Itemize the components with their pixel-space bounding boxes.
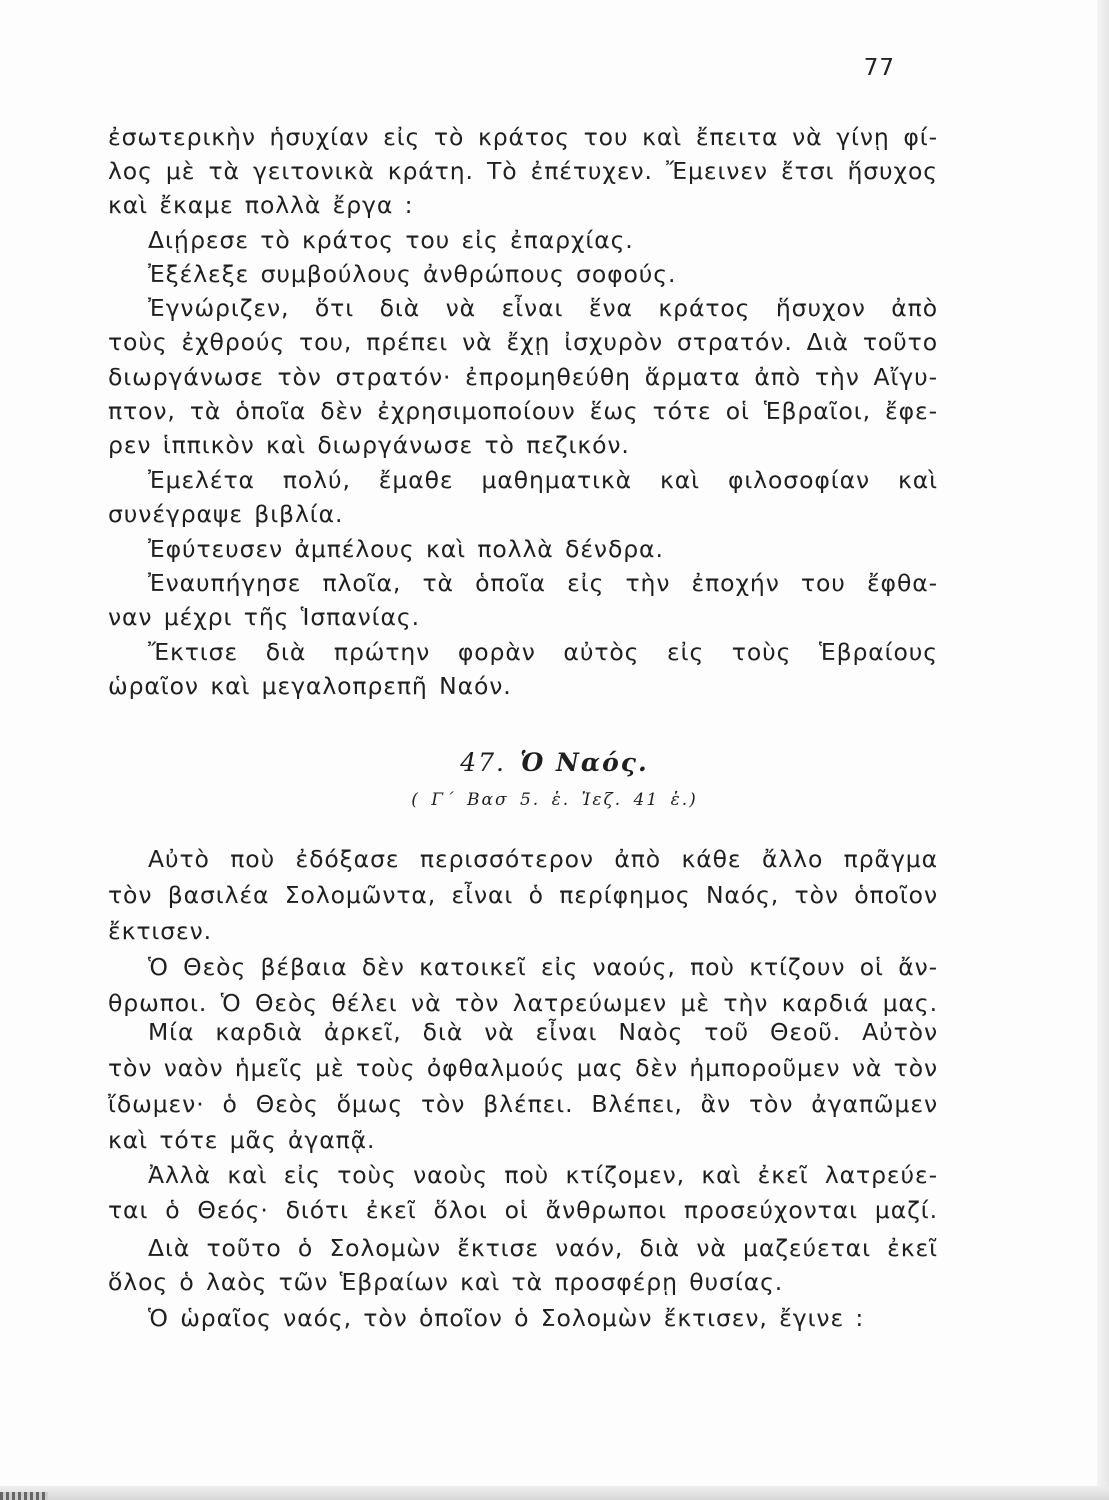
page-number: 77 (863, 55, 895, 81)
text-line: Μία καρδιὰ ἀρκεῖ, διὰ νὰ εἶναι Ναὸς τοῦ Θεοῦ. Αὐτὸν (148, 1018, 938, 1046)
text-line: Ὁ ὡραῖος ναός, τὸν ὁποῖον ὁ Σολομὼν ἔκτισεν, ἔγινε : (148, 1304, 865, 1332)
text-line: θρωποι. Ὁ Θεὸς θέλει νὰ τὸν λατρεύωμεν μὲ τὴν καρδιά μας. (108, 989, 938, 1017)
text-line: Ἐξέλεξε συμβούλους ἀνθρώπους σοφούς. (148, 260, 677, 288)
text-line: καὶ τότε μᾶς ἀγαπᾷ. (108, 1126, 376, 1154)
text-line: ἐσωτερικὴν ἡσυχίαν εἰς τὸ κράτος του καὶ ἔπειτα νὰ γίνῃ φί- (108, 123, 938, 151)
text-line: Ἐγνώριζεν, ὅτι διὰ νὰ εἶναι ἕνα κράτος ἥσυχον ἀπὸ (148, 294, 938, 322)
text-line: Ἐφύτευσεν ἀμπέλους καὶ πολλὰ δένδρα. (148, 535, 664, 563)
text-line: λος μὲ τὰ γειτονικὰ κράτη. Τὸ ἐπέτυχεν. Ἔμεινεν ἔτσι ἥσυχος (108, 157, 938, 185)
text-line: ὅλος ὁ λαὸς τῶν Ἑβραίων καὶ τὰ προσφέρῃ θυσίας. (108, 1268, 784, 1296)
text-line: πτον, τὰ ὁποῖα δὲν ἐχρησιμοποίουν ἕως τότε οἱ Ἑβραῖοι, ἔφε- (108, 397, 938, 425)
text-line: Ἐμελέτα πολύ, ἔμαθε μαθηματικὰ καὶ φιλοσοφίαν καὶ (148, 466, 938, 494)
text-line: τοὺς ἐχθρούς του, πρέπει νὰ ἔχῃ ἰσχυρὸν στρατόν. Διὰ τοῦτο (108, 328, 938, 356)
text-line: Ἔκτισε διὰ πρώτην φορὰν αὐτὸς εἰς τοὺς Ἑβραίους (148, 638, 938, 666)
text-line: τὸν βασιλέα Σολομῶντα, εἶναι ὁ περίφημος Ναός, τὸν ὁποῖον (108, 881, 938, 909)
text-line: τὸν ναὸν ἡμεῖς μὲ τοὺς ὀφθαλμούς μας δὲν ἠμποροῦμεν νὰ τὸν (108, 1054, 938, 1082)
page-bottom-edge (0, 1486, 1109, 1500)
text-line: ἴδωμεν· ὁ Θεὸς ὅμως τὸν βλέπει. Βλέπει, ἂν τὸν ἀγαπῶμεν (108, 1090, 938, 1118)
page-edge-shadow (1097, 0, 1109, 1500)
text-line: Διῄρεσε τὸ κράτος του εἰς ἐπαρχίας. (148, 226, 634, 254)
text-line: καὶ ἔκαμε πολλὰ ἔργα : (108, 191, 414, 219)
text-line: ὡραῖον καὶ μεγαλοπρεπῆ Ναόν. (108, 672, 512, 700)
text-line: ἔκτισεν. (108, 917, 213, 945)
text-line: ρεν ἱππικὸν καὶ διωργάνωσε τὸ πεζικόν. (108, 431, 630, 459)
section-title (0, 748, 1109, 777)
text-line: Διὰ τοῦτο ὁ Σολομὼν ἔκτισε ναόν, διὰ νὰ μαζεύεται ἐκεῖ (148, 1234, 938, 1262)
text-line: Αὐτὸ ποὺ ἐδόξασε περισσότερον ἀπὸ κάθε ἄλλο πρᾶγμα (148, 845, 938, 873)
text-line: διωργάνωσε τὸν στρατόν· ἐπρομηθεύθη ἅρματα ἀπὸ τὴν Αἴγυ- (108, 363, 938, 391)
text-line: συνέγραψε βιβλία. (108, 500, 344, 528)
text-line: Ἀλλὰ καὶ εἰς τοὺς ναοὺς ποὺ κτίζομεν, καὶ ἐκεῖ λατρεύε- (148, 1161, 938, 1189)
section-reference: ( Γ΄ Βασ 5. ἑ. Ἰεζ. 41 ἑ.) (411, 790, 698, 810)
text-line: ται ὁ Θεός· διότι ἐκεῖ ὅλοι οἱ ἄνθρωποι προσεύχονται μαζί. (108, 1196, 938, 1224)
scan-edge-mark (0, 1492, 48, 1500)
section-number: 47. (460, 748, 507, 777)
text-line: ναν μέχρι τῆς Ἱσπανίας. (108, 603, 420, 631)
section-name: Ὁ Ναός. (519, 748, 649, 777)
text-line: Ἐναυπήγησε πλοῖα, τὰ ὁποῖα εἰς τὴν ἐποχήν του ἔφθα- (148, 569, 938, 597)
text-line: Ὁ Θεὸς βέβαια δὲν κατοικεῖ εἰς ναούς, ποὺ κτίζουν οἱ ἄν- (148, 953, 938, 981)
